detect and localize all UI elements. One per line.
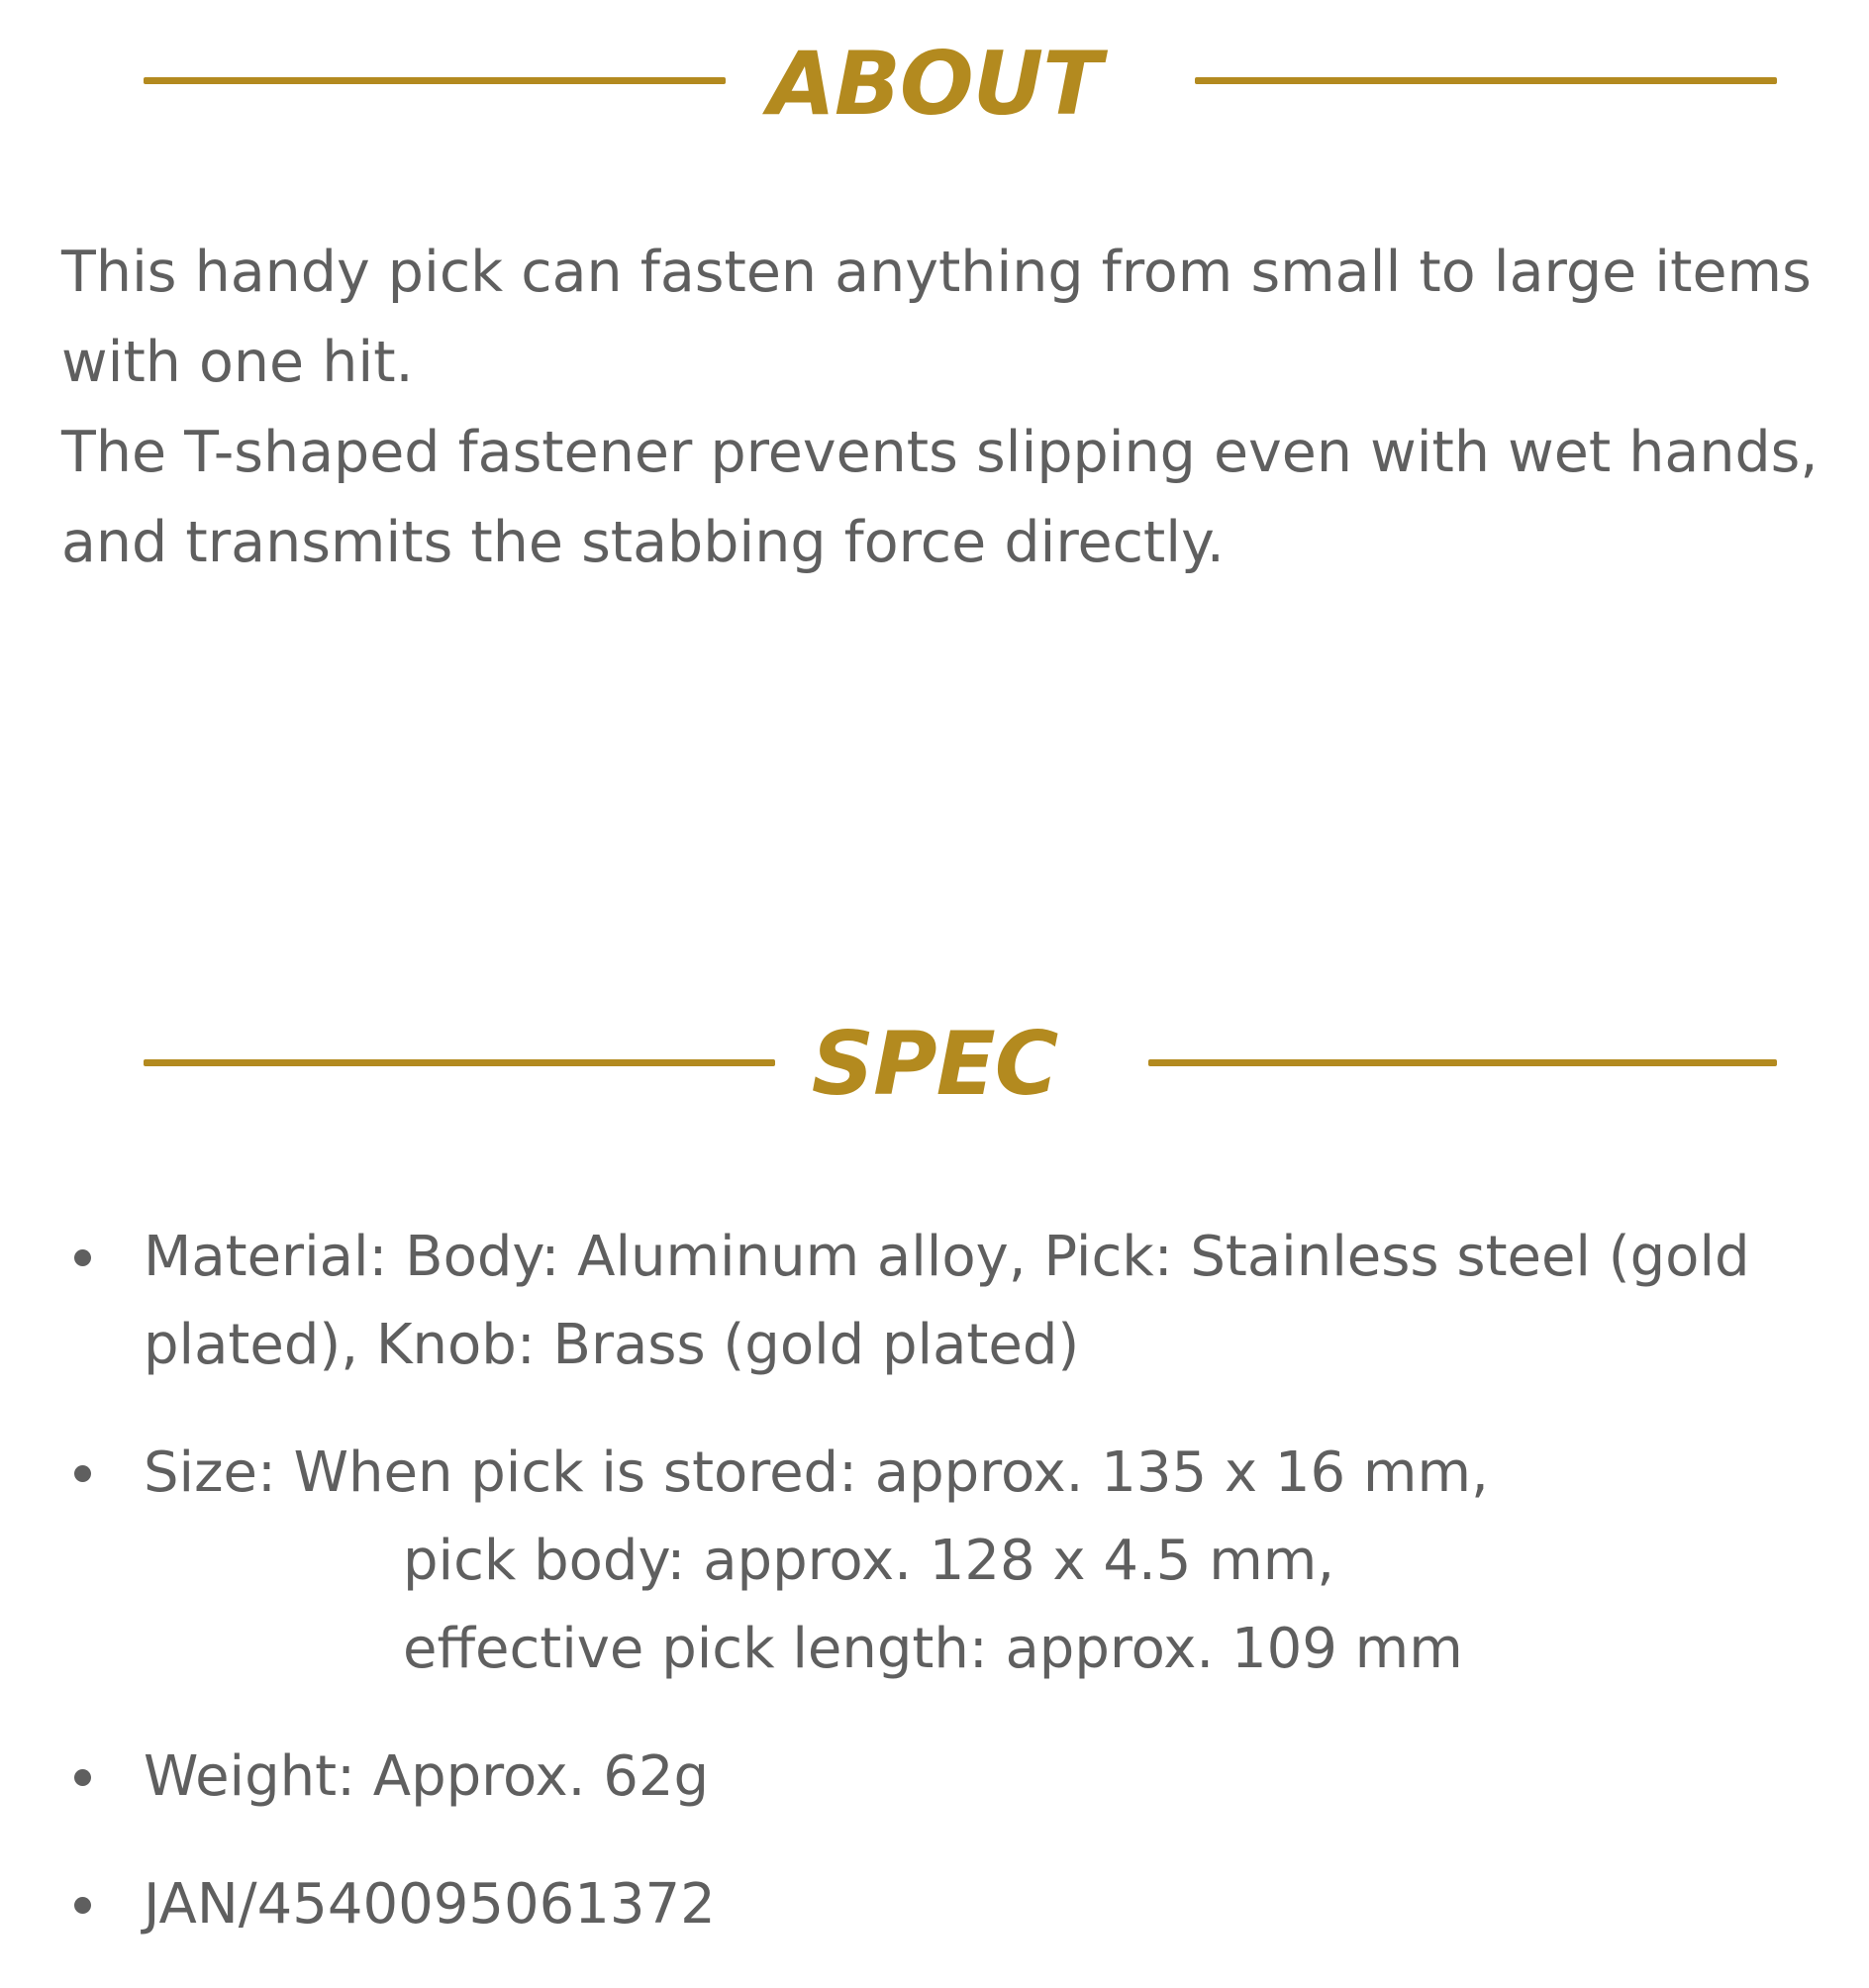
bullet-icon bbox=[74, 1465, 91, 1482]
bullet-icon bbox=[74, 1249, 91, 1266]
spec-divider-right bbox=[1148, 1059, 1777, 1066]
about-line-4: and transmits the stabbing force directly. bbox=[61, 510, 1225, 575]
spec-section-header bbox=[0, 1005, 1869, 1124]
bullet-icon bbox=[74, 1769, 91, 1786]
spec-size-line-2: pick body: approx. 128 x 4.5 mm, bbox=[403, 1529, 1335, 1593]
spec-jan-code: JAN/4540095061372 bbox=[144, 1872, 716, 1937]
spec-material-line-2: plated), Knob: Brass (gold plated) bbox=[144, 1313, 1080, 1377]
spec-weight: Weight: Approx. 62g bbox=[144, 1744, 710, 1809]
bullet-icon bbox=[74, 1897, 91, 1914]
spec-item-size bbox=[0, 1429, 1869, 1693]
spec-item-material bbox=[0, 1213, 1869, 1389]
about-line-1: This handy pick can fasten anything from small to large items bbox=[61, 240, 1812, 305]
about-divider-right bbox=[1195, 77, 1777, 84]
about-line-3: The T-shaped fastener prevents slipping even with wet hands, bbox=[61, 420, 1819, 485]
spec-list bbox=[0, 1213, 1869, 1988]
spec-item-jan bbox=[0, 1860, 1869, 1948]
spec-item-weight bbox=[0, 1733, 1869, 1821]
about-section-header bbox=[0, 25, 1869, 144]
spec-heading: SPEC bbox=[811, 1013, 1058, 1115]
about-line-2: with one hit. bbox=[61, 330, 414, 395]
spec-size-line-1: Size: When pick is stored: approx. 135 x 16 mm, bbox=[144, 1441, 1489, 1505]
spec-size-line-3: effective pick length: approx. 109 mm bbox=[403, 1617, 1463, 1681]
spec-material-line-1: Material: Body: Aluminum alloy, Pick: Stainless steel (gold bbox=[144, 1225, 1750, 1289]
about-description bbox=[61, 228, 1843, 588]
about-heading: ABOUT bbox=[767, 33, 1102, 135]
